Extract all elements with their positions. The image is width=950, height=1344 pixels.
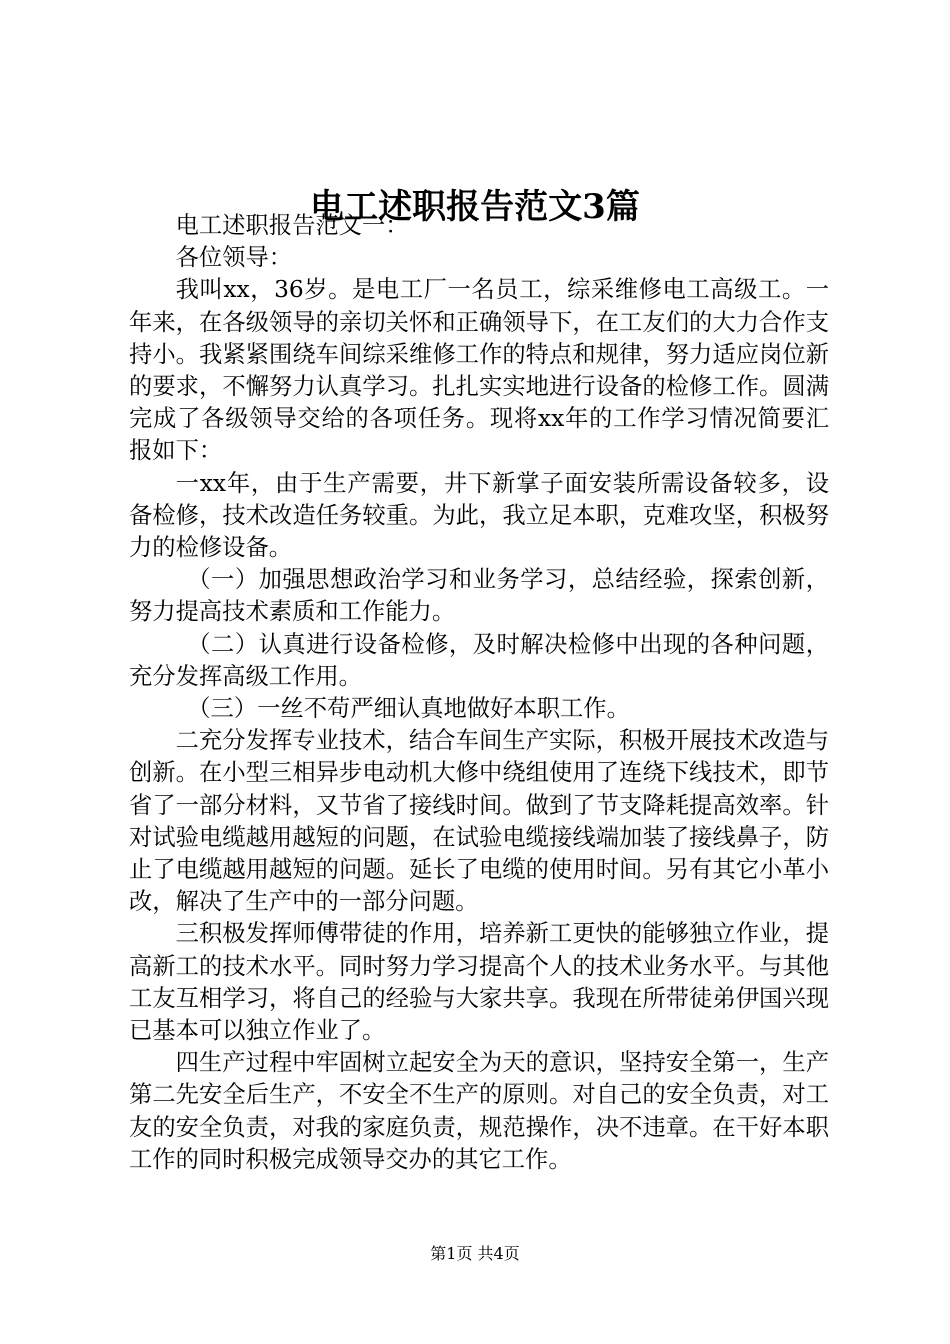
document-body <box>129 210 829 1176</box>
paragraph-salutation: 各位领导： <box>175 244 293 272</box>
paragraph-introduction: 我叫xx，36岁。是电工厂一名员工，综采维修电工高级工。一年来，在各级领导的亲切关怀和正确领导下，在工友们的大力合作支持小。我紧紧围绕车间综采维修工作的特点和规律，努力适应岗位新的要求，不懈努力认真学习。扎扎实实地进行设备的检修工作。圆满完成了各级领导交给的各项任务。现将xx年的工作学习情况简要汇报如下： <box>129 276 829 465</box>
page-footer: 第1页 共4页 <box>430 1244 520 1263</box>
paragraph-section-four: 四生产过程中牢固树立起安全为天的意识，坚持安全第一，生产第二先安全后生产，不安全不生产的原则。对自己的安全负责，对工友的安全负责，对我的家庭负责，规范操作，决不违章。在干好本职工作的同时积极完成领导交办的其它工作。 <box>129 1049 829 1173</box>
paragraph-section-two: 二充分发挥专业技术，结合车间生产实际，积极开展技术改造与创新。在小型三相异步电动机大修中绕组使用了连绕下线技术，即节省了一部分材料，又节省了接线时间。做到了节支降耗提高效率。针对试验电缆越用越短的问题，在试验电缆接线端加装了接线鼻子，防止了电缆越用越短的问题。延长了电缆的使用时间。另有其它小革小改，解决了生产中的一部分问题。 <box>129 727 829 916</box>
paragraph-heading: 电工述职报告范文一： <box>175 212 409 239</box>
paragraph-section-one: 一xx年，由于生产需要，井下新掌子面安装所需设备较多，设备检修，技术改造任务较重。为此，我立足本职，克难攻坚，积极努力的检修设备。 <box>129 469 829 562</box>
paragraph-item-three: （三）一丝不苟严细认真地做好本职工作。 <box>187 695 630 723</box>
paragraph-section-three: 三积极发挥师傅带徒的作用，培养新工更快的能够独立作业，提高新工的技术水平。同时努力学习提高个人的技术业务水平。与其他工友互相学习，将自己的经验与大家共享。我现在所带徒弟伊国兴现已基本可以独立作业了。 <box>129 920 829 1045</box>
paragraph-item-one: （一）加强思想政治学习和业务学习，总结经验，探索创新，努力提高技术素质和工作能力。 <box>129 566 829 626</box>
document-title: 电工述职报告范文3篇 <box>310 187 640 227</box>
paragraph-item-two: （二）认真进行设备检修，及时解决检修中出现的各种问题，充分发挥高级工作用。 <box>129 630 829 690</box>
